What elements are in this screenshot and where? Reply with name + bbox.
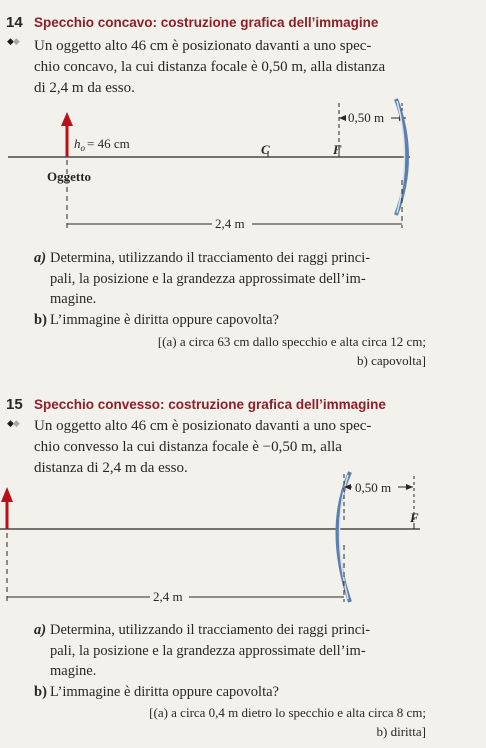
questions — [34, 620, 444, 702]
question-label: a) — [34, 250, 47, 266]
answer-line: [(a) a circa 63 cm dallo specchio e alta circa 12 cm; — [157, 334, 426, 349]
questions — [34, 248, 444, 330]
convex-mirror-diagram — [0, 470, 486, 610]
statement-line: di 2,4 m da esso. — [34, 80, 135, 96]
question-label: a) — [34, 622, 47, 638]
object-arrowhead — [61, 112, 73, 126]
question-text: L’immagine è diritta oppure capovolta? — [50, 683, 279, 700]
object-arrowhead — [1, 487, 13, 502]
f-point-label: F — [333, 142, 342, 157]
question-a — [34, 248, 444, 310]
statement-line: Un oggetto alto 46 cm è posizionato davanti a uno spec- — [34, 38, 372, 54]
exercise-title: Specchio concavo: costruzione grafica dell’immagine — [34, 15, 379, 30]
question-text: L’immagine è diritta oppure capovolta? — [50, 311, 279, 328]
question-line: magine. — [50, 291, 97, 307]
question-line: Determina, utilizzando il tracciamento dei raggi princi- — [50, 250, 371, 266]
question-b — [34, 682, 444, 703]
answer-line: b) diritta] — [376, 724, 426, 739]
difficulty-diamonds-icon: ◆◆ — [7, 418, 19, 428]
c-point-label: C — [261, 142, 270, 157]
question-line: pali, la posizione e la grandezza approssimate dell’im- — [50, 270, 366, 287]
question-line: pali, la posizione e la grandezza approssimate dell’im- — [50, 642, 366, 659]
exercise-title: Specchio convesso: costruzione grafica dell’immagine — [34, 397, 386, 412]
question-a — [34, 620, 444, 682]
statement-line: chio convesso la cui distanza focale è −0,50 m, alla — [34, 439, 342, 455]
answer — [158, 332, 426, 370]
question-label: b) — [34, 683, 47, 700]
question-b — [34, 310, 444, 331]
statement-line: distanza di 2,4 m da esso. — [34, 460, 188, 476]
distance-label: 2,4 m — [153, 589, 183, 604]
question-line: magine. — [50, 663, 97, 679]
f-point-label: F — [410, 510, 419, 525]
answer-line: [(a) a circa 0,4 m dietro lo specchio e alta circa 8 cm; — [149, 705, 426, 720]
focal-arrow-right — [406, 484, 413, 490]
question-line: Determina, utilizzando il tracciamento dei raggi princi- — [50, 622, 371, 638]
exercise-number: 15 — [6, 396, 23, 413]
object-label: Oggetto — [47, 169, 92, 184]
answer-line: b) capovolta] — [357, 353, 426, 368]
distance-label: 2,4 m — [215, 216, 245, 231]
statement-line: chio concavo, la cui distanza focale è 0,50 m, alla distanza — [34, 59, 386, 75]
answer — [149, 703, 426, 741]
question-label: b) — [34, 311, 47, 328]
difficulty-diamonds-icon: ◆◆ — [7, 36, 19, 46]
statement-line: Un oggetto alto 46 cm è posizionato davanti a uno spec- — [34, 418, 372, 434]
focal-label: 0,50 m — [348, 110, 385, 125]
concave-mirror-diagram — [0, 90, 486, 240]
height-label: $h_o = 46$ cm — [74, 136, 130, 153]
focal-label: 0,50 m — [355, 480, 392, 495]
exercise-number: 14 — [6, 14, 23, 31]
